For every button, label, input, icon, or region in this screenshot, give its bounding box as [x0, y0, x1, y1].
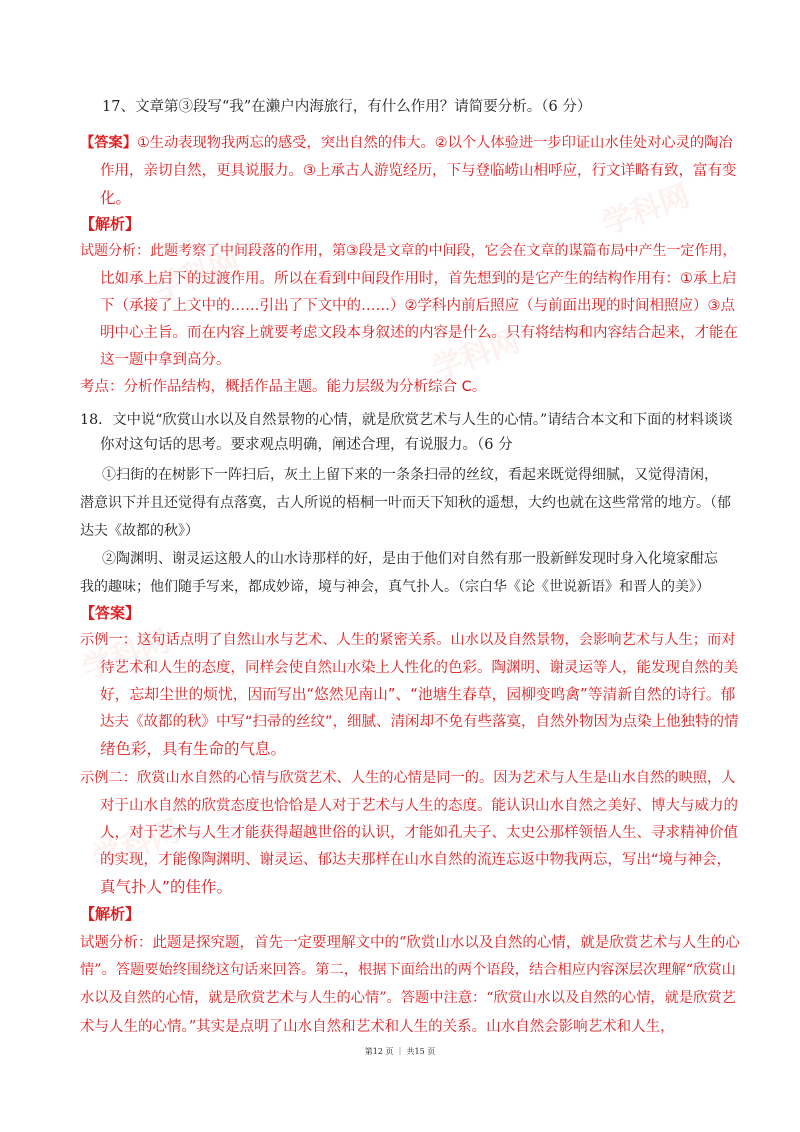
watermark: 学科网	[597, 178, 695, 243]
watermark: 学科网	[87, 813, 185, 878]
page-footer: 第12 页 ｜ 共15 页	[364, 1047, 436, 1056]
q18-example1-line-4: 达夫《故都的秋》中写“扫帚的丝纹”，细腻、清闲却不免有些落寞，自然外物因为点染上他独特的情	[100, 714, 739, 730]
q18-example1-line-5: 绪色彩，具有生命的气息。	[100, 740, 287, 758]
q18-analysis-line-2: 情”。答题要始终围绕这句话来回答。第二，根据下面给出的两个语段，结合相应内容深层次理解“欣赏山	[80, 962, 736, 978]
watermark: 学科网	[427, 323, 525, 388]
watermark: 学科网	[147, 243, 245, 308]
q18-example1-line-3: 好，忘却尘世的烦忧，因而写出“悠然见南山”、“池塘生春草，园柳变鸣禽”等清新自然的诗行。郁	[100, 686, 736, 703]
q18-answer-tag: 【答案】	[80, 604, 141, 622]
q18-material-1-line-1: ①扫街的在树影下一阵扫后，灰土上留下来的一条条扫帚的丝纹，看起来既觉得细腻，又觉得清闲，	[102, 467, 718, 483]
q18-example1-line-1: 示例一：这句话点明了自然山水与艺术、人生的紧密关系。山水以及自然景物，会影响艺术与人生；而对	[80, 632, 736, 648]
answer-tag: 【答案】	[80, 135, 138, 151]
q17-answer-line-2: 作用，亲切自然，更具说服力。③上承古人游览经历，下与登临崂山相呼应，行文详略有致，富有变	[100, 163, 737, 179]
q18-material-1-line-3: 达夫《故都的秋》）	[80, 523, 199, 539]
q18-stem-line-2: 你对这句话的思考。要求观点明确，阐述合理，有说服力。（6 分	[100, 437, 513, 453]
q17-analysis-line-5: 这一题中拿到高分。	[100, 352, 231, 368]
q18-example2-line-5: 真气扑人”的佳作。	[100, 878, 233, 896]
q17-answer-line-1: 【答案】①生动表现物我两忘的感受，突出自然的伟大。②以个人体验进一步印证山水佳处对心灵的陶冶	[80, 135, 733, 151]
q18-material-2-line-1: ②陶渊明、谢灵运这般人的山水诗那样的好，是由于他们对自然有那一股新鲜发现时身入化境家酣忘	[102, 551, 718, 567]
q17-stem: 17、文章第③段写“我”在濑户内海旅行，有什么作用？请简要分析。（6 分）	[102, 99, 592, 115]
q17-answer-line-3: 化。	[100, 189, 132, 207]
q17-analysis-line-4: 明中心主旨。而在内容上就要考虑文段本身叙述的内容是什么。只有将结构和内容结合起来，才能在	[100, 325, 738, 341]
q18-analysis-tag: 【解析】	[80, 905, 141, 923]
q18-material-1-line-2: 潜意识下并且还觉得有点落寞，古人所说的梧桐一叶而天下知秋的遥想，大约也就在这些常常的地方。（郁	[80, 495, 731, 511]
q18-example2-line-3: 人，对于艺术与人生才能获得超越世俗的认识，才能如孔夫子、太史公那样领悟人生、寻求精神价值	[100, 825, 738, 841]
watermark: 学科网	[77, 623, 175, 688]
q18-example2-line-1: 示例二：欣赏山水自然的心情与欣赏艺术、人生的心情是同一的。因为艺术与人生是山水自然的映照，人	[80, 770, 736, 786]
q17-analysis-line-1: 试题分析：此题考察了中间段落的作用，第③段是文章的中间段，它会在文章的谋篇布局中产生一定作用，	[80, 243, 737, 259]
q18-analysis-line-3: 水以及自然的心情，就是欣赏艺术与人生的心情”。答题中注意：“欣赏山水以及自然的心情，就是欣赏艺	[80, 990, 736, 1006]
q18-analysis-line-4: 术与人生的心情。”其实是点明了山水自然和艺术和人生的关系。山水自然会影响艺术和人生，	[80, 1019, 675, 1035]
q17-analysis-tag: 【解析】	[80, 215, 141, 233]
q17-kaodian: 考点：分析作品结构，概括作品主题。能力层级为分析综合 C。	[80, 379, 487, 395]
q17-analysis-line-3: 下（承接了上文中的……引出了下文中的……）②学科内前后照应（与前面出现的时间相照应）③点	[100, 298, 735, 314]
q18-analysis-line-1: 试题分析：此题是探究题，首先一定要理解文中的“欣赏山水以及自然的心情，就是欣赏艺术与人生的心	[80, 935, 740, 951]
q18-example2-line-2: 对于山水自然的欣赏态度也恰恰是人对于艺术与人生的态度。能认识山水自然之美好、博大与威力的	[100, 798, 738, 814]
q18-stem-line-1: 18．文中说“欣赏山水以及自然景物的心情，就是欣赏艺术与人生的心情。”请结合本文和下面的材料谈谈	[80, 412, 733, 428]
q18-material-2-line-2: 我的趣味；他们随手写来，都成妙谛，境与神会，真气扑人。（宗白华《论《世说新语》和晋人的美》）	[80, 579, 710, 595]
q18-example1-line-2: 待艺术和人生的态度，同样会使自然山水染上人性化的色彩。陶渊明、谢灵运等人，能发现自然的美	[100, 660, 738, 676]
q18-example2-line-4: 的实现，才能像陶渊明、谢灵运、郁达夫那样在山水自然的流连忘返中物我两忘，写出“境与神会，	[100, 852, 732, 868]
q17-analysis-line-2: 比如承上启下的过渡作用。所以在看到中间段作用时，首先想到的是它产生的结构作用有：①承上启	[100, 271, 737, 287]
